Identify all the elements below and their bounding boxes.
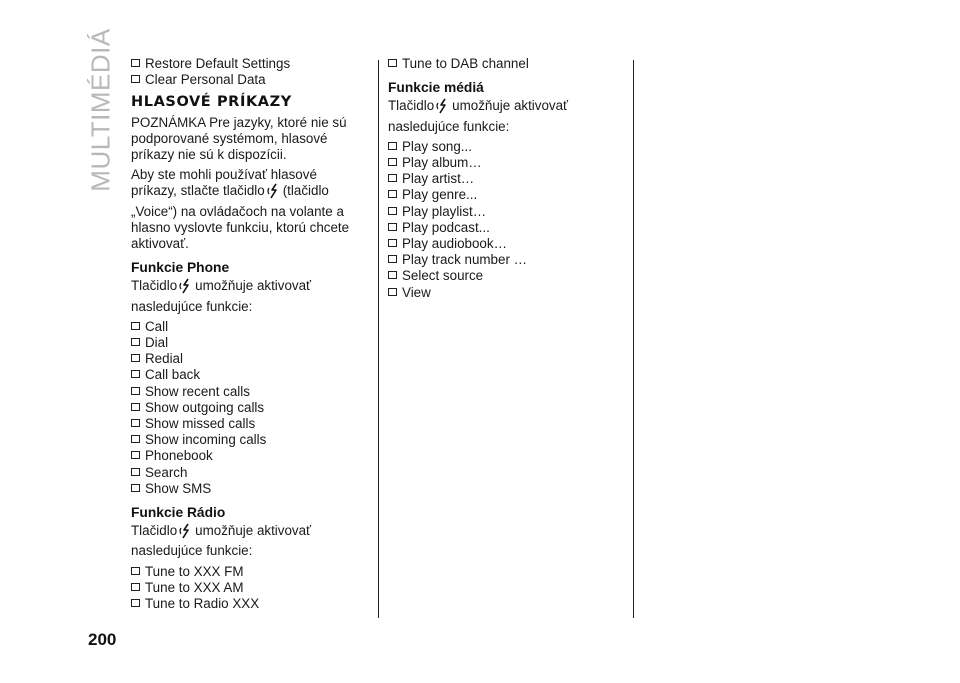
list-item bbox=[131, 465, 356, 481]
list-item-label: Clear Personal Data bbox=[145, 72, 266, 88]
checkbox-bullet-icon bbox=[131, 387, 140, 395]
radio-intro bbox=[131, 523, 356, 559]
list-item-label: Play song... bbox=[402, 138, 472, 154]
list-item-label: Play artist… bbox=[402, 171, 475, 187]
voice-commands-heading: HLASOVÉ PRÍKAZY bbox=[131, 94, 292, 111]
checkbox-bullet-icon bbox=[388, 207, 397, 215]
phone-intro bbox=[131, 278, 356, 314]
list-item-label: Phonebook bbox=[145, 448, 213, 464]
section-side-title bbox=[86, 30, 116, 190]
checkbox-bullet-icon bbox=[131, 451, 140, 459]
checkbox-bullet-icon bbox=[131, 484, 140, 492]
checkbox-bullet-icon bbox=[388, 288, 397, 296]
checkbox-bullet-icon bbox=[131, 75, 140, 83]
list-item-label: Restore Default Settings bbox=[145, 56, 291, 71]
list-item bbox=[388, 252, 618, 268]
voice-command-icon bbox=[267, 183, 281, 203]
list-item bbox=[131, 72, 356, 88]
list-item bbox=[388, 155, 618, 171]
checkbox-bullet-icon bbox=[388, 158, 397, 166]
list-item bbox=[131, 400, 356, 416]
list-item bbox=[388, 56, 618, 72]
list-item bbox=[131, 56, 356, 72]
radio-function-list bbox=[131, 564, 356, 613]
media-function-list bbox=[388, 139, 618, 301]
list-item bbox=[388, 220, 618, 236]
list-item bbox=[131, 596, 356, 612]
list-item bbox=[388, 285, 618, 301]
list-item bbox=[131, 481, 356, 497]
list-item bbox=[131, 448, 356, 464]
checkbox-bullet-icon bbox=[131, 583, 140, 591]
media-functions-heading: Funkcie médiá bbox=[388, 80, 484, 96]
usage-text-2: (tlačidlo „Voice“) na ovládačoch na volante a hlasno vyslovte funkciu, ktorú chcete aktivovať. bbox=[131, 183, 350, 252]
list-item-label: Play track number … bbox=[402, 252, 528, 268]
media-intro-text-2: umožňuje aktivovať nasledujúce funkcie: bbox=[388, 98, 569, 134]
voice-command-icon bbox=[436, 98, 450, 118]
list-item-label: View bbox=[402, 284, 431, 300]
top-list bbox=[131, 56, 356, 88]
phone-intro-text-1: Tlačidlo bbox=[131, 278, 178, 294]
list-item bbox=[131, 416, 356, 432]
checkbox-bullet-icon bbox=[131, 567, 140, 575]
column-2 bbox=[388, 56, 618, 301]
checkbox-bullet-icon bbox=[388, 174, 397, 182]
list-item bbox=[388, 171, 618, 187]
page-number: 200 bbox=[88, 630, 117, 649]
list-item bbox=[131, 384, 356, 400]
list-item-label: Play audiobook… bbox=[402, 236, 507, 252]
column-1 bbox=[131, 56, 356, 612]
list-item-label: Show incoming calls bbox=[145, 432, 267, 448]
list-item-label: Show missed calls bbox=[145, 416, 256, 432]
list-item bbox=[388, 139, 618, 155]
checkbox-bullet-icon bbox=[388, 142, 397, 150]
top-list bbox=[388, 56, 618, 72]
list-item bbox=[388, 268, 618, 284]
list-item bbox=[388, 204, 618, 220]
list-item bbox=[131, 432, 356, 448]
checkbox-bullet-icon bbox=[388, 59, 397, 67]
usage-text-1: Aby ste mohli používať hlasové príkazy, stlačte tlačidlo bbox=[131, 167, 317, 199]
checkbox-bullet-icon bbox=[388, 239, 397, 247]
list-item bbox=[388, 187, 618, 203]
phone-functions-heading: Funkcie Phone bbox=[131, 260, 230, 276]
list-item-label: Call back bbox=[145, 367, 201, 383]
column-divider-left bbox=[378, 60, 379, 618]
list-item bbox=[388, 236, 618, 252]
checkbox-bullet-icon bbox=[131, 322, 140, 330]
list-item-label: Tune to DAB channel bbox=[402, 56, 529, 71]
checkbox-bullet-icon bbox=[131, 599, 140, 607]
column-divider-right bbox=[633, 60, 634, 618]
list-item bbox=[131, 351, 356, 367]
note-paragraph: POZNÁMKA Pre jazyky, ktoré nie sú podporované systémom, hlasové príkazy nie sú k dispozícii. bbox=[131, 114, 347, 163]
radio-intro-text-2: umožňuje aktivovať nasledujúce funkcie: bbox=[131, 523, 312, 559]
list-item-label: Show recent calls bbox=[145, 383, 250, 399]
list-item-label: Show outgoing calls bbox=[145, 399, 265, 415]
usage-paragraph bbox=[131, 167, 356, 252]
checkbox-bullet-icon bbox=[131, 435, 140, 443]
list-item-label: Show SMS bbox=[145, 480, 212, 496]
checkbox-bullet-icon bbox=[388, 190, 397, 198]
list-item-label: Search bbox=[145, 464, 188, 480]
list-item bbox=[131, 580, 356, 596]
radio-intro-text-1: Tlačidlo bbox=[131, 523, 178, 539]
checkbox-bullet-icon bbox=[131, 468, 140, 476]
list-item-label: Dial bbox=[145, 335, 169, 351]
list-item-label: Tune to Radio XXX bbox=[145, 596, 260, 612]
list-item-label: Call bbox=[145, 318, 169, 334]
checkbox-bullet-icon bbox=[131, 419, 140, 427]
list-item-label: Play genre... bbox=[402, 187, 478, 203]
checkbox-bullet-icon bbox=[388, 255, 397, 263]
list-item-label: Select source bbox=[402, 268, 484, 284]
list-item-label: Tune to XXX AM bbox=[145, 579, 244, 595]
checkbox-bullet-icon bbox=[131, 354, 140, 362]
phone-function-list bbox=[131, 319, 356, 497]
checkbox-bullet-icon bbox=[388, 271, 397, 279]
checkbox-bullet-icon bbox=[131, 370, 140, 378]
list-item-label: Play album… bbox=[402, 155, 482, 171]
checkbox-bullet-icon bbox=[131, 338, 140, 346]
media-intro bbox=[388, 98, 618, 134]
radio-functions-heading: Funkcie Rádio bbox=[131, 505, 226, 521]
list-item bbox=[131, 319, 356, 335]
list-item bbox=[131, 335, 356, 351]
phone-intro-text-2: umožňuje aktivovať nasledujúce funkcie: bbox=[131, 278, 312, 314]
voice-command-icon bbox=[179, 523, 193, 543]
list-item-label: Play podcast... bbox=[402, 219, 490, 235]
list-item-label: Tune to XXX FM bbox=[145, 563, 244, 579]
list-item-label: Play playlist… bbox=[402, 203, 487, 219]
checkbox-bullet-icon bbox=[131, 59, 140, 67]
list-item bbox=[131, 564, 356, 580]
list-item bbox=[131, 367, 356, 383]
checkbox-bullet-icon bbox=[388, 223, 397, 231]
section-title-text: MULTIMÉDIÁ bbox=[85, 28, 116, 192]
checkbox-bullet-icon bbox=[131, 403, 140, 411]
list-item-label: Redial bbox=[145, 351, 183, 367]
media-intro-text-1: Tlačidlo bbox=[388, 98, 435, 114]
voice-command-icon bbox=[179, 278, 193, 298]
